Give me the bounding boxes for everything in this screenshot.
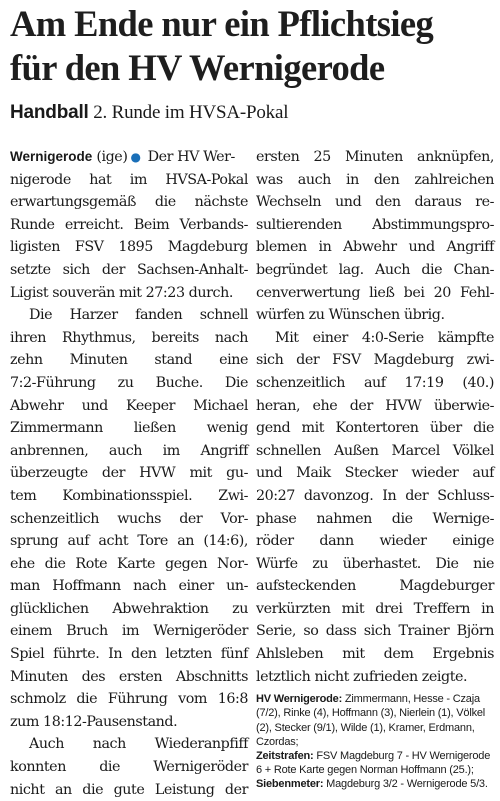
facts-penalties-text: FSV Magdeburg 7 - HV Wernigerode 6 + Rote Karte gegen Norman Hoffmann (25.); [256, 750, 491, 777]
facts-team-text: Zimmermann, Hesse - Czaja (7/2), Rinke (4), Hoffmann (3), Nierlein (1), Völkel (2), Stecker (9/1), Wilde (1), Kramer, Erdmann, Czordas; [256, 693, 486, 748]
match-facts [256, 692, 494, 791]
headline-line-2: für den HV Wernigerode [10, 47, 385, 88]
body-text-line: was auch in den zahlreichen [256, 171, 494, 188]
body-text-line: setzte sich der Sachsen-Anhalt- [10, 261, 248, 278]
body-text-line: schenzeitlich auf 17:19 (40.) [256, 374, 494, 391]
body-text-line: zehn Minuten stand eine [10, 352, 248, 369]
body-text-line: Spiel führte. In den letzten fünf [10, 646, 248, 663]
body-text-line: nigerode hat im HVSA-Pokal [10, 171, 248, 188]
body-text-line: aufsteckenden Magdeburger [256, 578, 494, 595]
body-text-line: blemen in Abwehr und Angriff [256, 239, 494, 256]
body-text-line: man Hoffmann nach einer un- [10, 578, 248, 595]
body-text-line: gend mit Kontertoren über die [256, 420, 494, 437]
body-text-line: erwartungsgemäß die nächste [10, 194, 248, 211]
article-column-right [256, 146, 494, 792]
body-text-line: Ligist souverän mit 27:23 durch. [10, 284, 233, 301]
facts-penalties-label: Zeitstrafen: [256, 750, 314, 763]
dateline-text: Der HV Wer- [143, 149, 235, 165]
subheadline [10, 100, 493, 125]
facts-team-label: HV Wernigerode: [256, 693, 343, 706]
dateline [10, 146, 248, 169]
body-text-line: begründet lag. Auch die Chan- [256, 261, 494, 278]
body-text-line: zum 18:12-Pausenstand. [10, 713, 178, 730]
headline [10, 2, 493, 90]
body-text-line: schmolz die Führung vom 16:8 [10, 691, 248, 708]
body-text-line: schnellen Außen Marcel Völkel [256, 442, 494, 459]
body-text-line: tem Kombinationsspiel. Zwi- [10, 487, 248, 504]
body-text-line: cenverwertung ließ bei 20 Fehl- [256, 284, 494, 301]
body-text-line: schenzeitlich wuchs der Vor- [10, 510, 248, 527]
body-text-line: sultierenden Abstimmungspro- [256, 216, 494, 233]
body-text-line: Zimmermann ließen wenig [10, 420, 248, 437]
body-text-line: Auch nach Wiederanpfiff [29, 736, 248, 753]
body-text-line: ligisten FSV 1895 Magdeburg [10, 239, 248, 256]
body-text-line: phase nahmen die Wernige- [256, 510, 494, 527]
facts-sevenm [256, 777, 494, 791]
body-text-line: glücklichen Abwehraktion zu [10, 600, 248, 617]
body-text-line: röder dann wieder einige [256, 533, 494, 550]
body-text-line: ihren Rhythmus, bereits nach [10, 329, 248, 346]
body-text-line: letztlich nicht zufrieden zeigte. [256, 668, 468, 685]
dateline-place: Wernigerode [10, 149, 93, 164]
body-text-line: heran, ehe der HVW überwie- [256, 397, 494, 414]
body-text-line: Mit einer 4:0-Serie kämpfte [275, 329, 494, 346]
headline-line-1: Am Ende nur ein Pflichtsieg [10, 3, 434, 44]
subhead-kicker: Handball [10, 102, 89, 123]
dateline-author: (ige) [92, 149, 128, 165]
body-text-line: Runde erreicht. Beim Verbands- [10, 216, 248, 233]
facts-penalties [256, 749, 494, 777]
body-text-line: einem Bruch im Wernigeröder [10, 623, 248, 640]
body-text-line: Minuten des ersten Abschnitts [10, 668, 248, 685]
body-text-line: konnten die Wernigeröder [10, 759, 248, 776]
body-text-line: würfen zu Wünschen übrig. [256, 307, 445, 324]
bullet-icon: ● [130, 150, 141, 164]
body-text-line: verkürzten mit drei Treffern in [256, 600, 494, 617]
body-text-line: und Maik Stecker wieder auf [256, 465, 494, 482]
body-text-line: 20:27 davonzog. In der Schluss- [256, 487, 494, 504]
facts-sevenm-label: Siebenmeter: [256, 778, 324, 791]
facts-sevenm-text: Magdeburg 3/2 - Wernigerode 5/3. [323, 778, 488, 791]
body-text-line: Abwehr und Keeper Michael [10, 397, 248, 414]
body-text-line: ehe die Rote Karte gegen Nor- [10, 555, 248, 572]
body-text-line: Wechseln und den daraus re- [256, 194, 494, 211]
facts-team [256, 692, 494, 749]
subhead-text: 2. Runde im HVSA-Pokal [88, 102, 289, 123]
body-text-line: ersten 25 Minuten anknüpfen, [256, 149, 494, 165]
article-column-left [10, 146, 248, 801]
body-text-line: 7:2-Führung zu Buche. Die [10, 374, 248, 391]
body-text-line: sich der FSV Magdeburg zwi- [256, 352, 494, 369]
body-text-line: Ahlsleben mit dem Ergebnis [256, 646, 494, 663]
body-text-line: sprung auf acht Tore an (14:6), [10, 533, 248, 550]
body-text-line: anbrennen, auch im Angriff [10, 442, 248, 459]
body-text-line: nicht an die gute Leistung der [10, 781, 248, 798]
body-text-line: Serie, so dass sich Trainer Björn [256, 623, 494, 640]
body-text-line: überzeugte der HVW mit gu- [10, 465, 248, 482]
body-text-line: Die Harzer fanden schnell [29, 307, 248, 324]
body-text-line: Würfe zu überhastet. Die nie [256, 555, 494, 572]
